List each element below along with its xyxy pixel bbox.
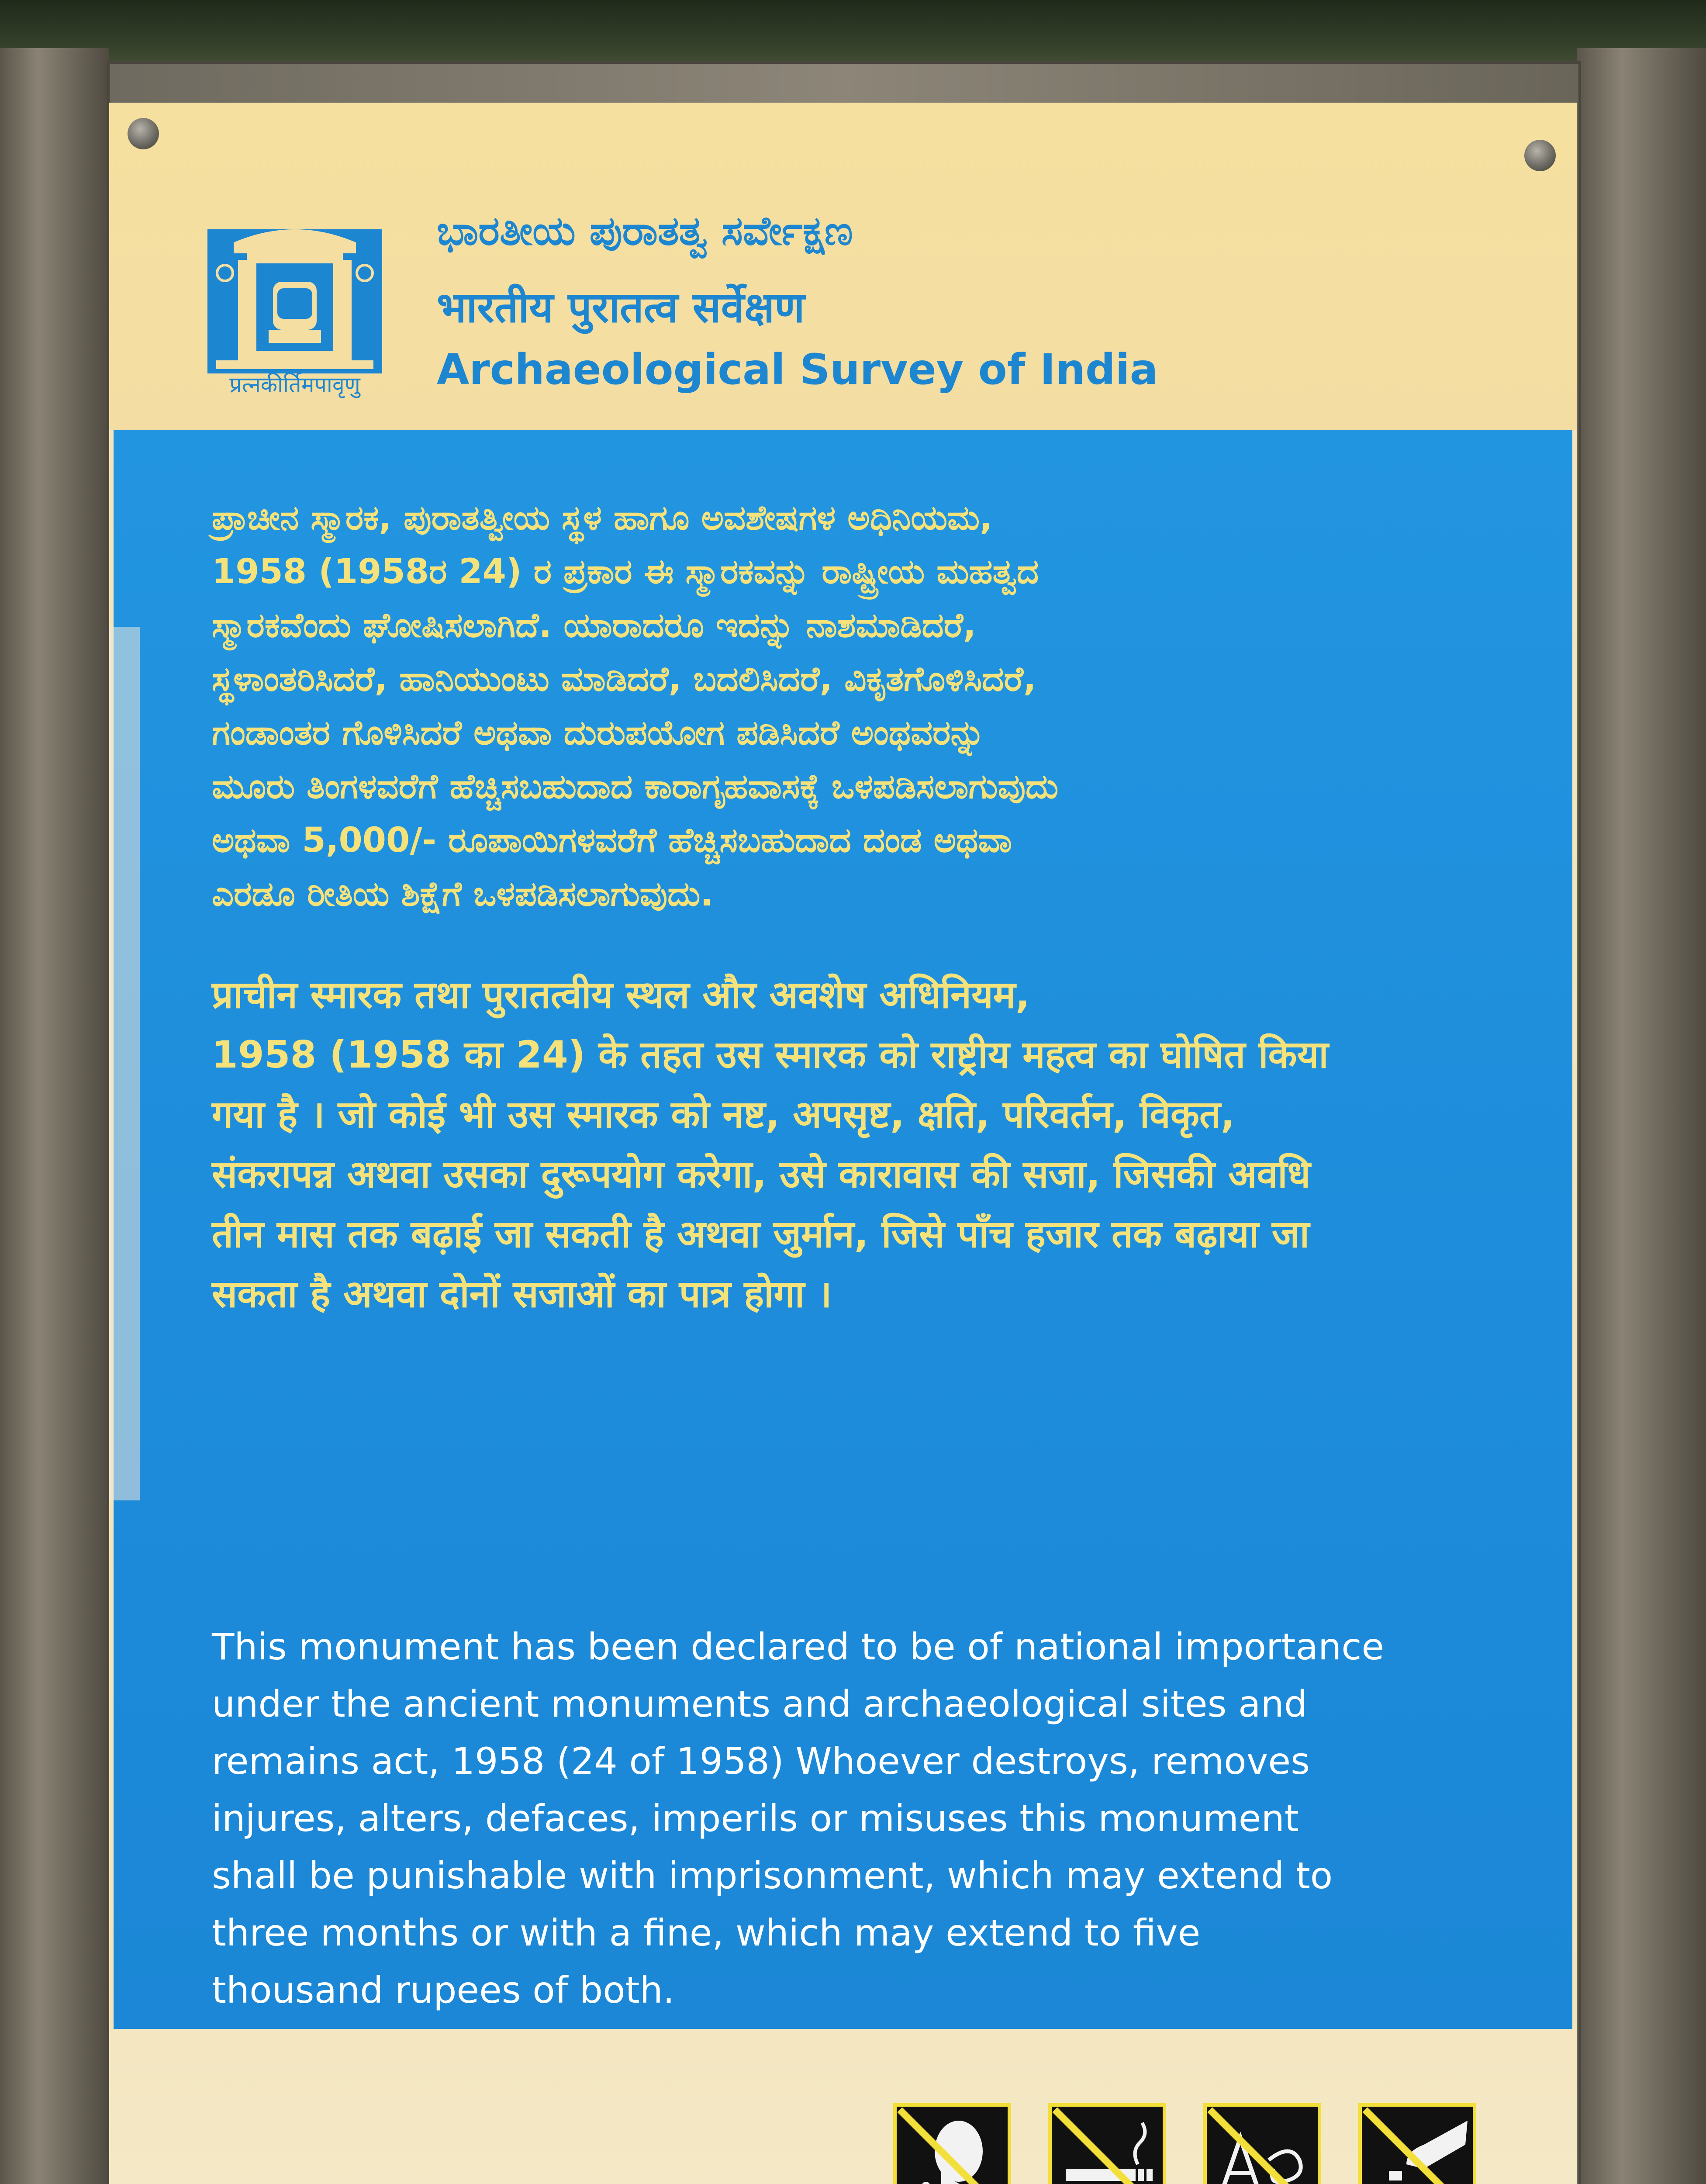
signboard [109,103,1577,2184]
notice-hindi [212,965,1329,1324]
screw [1524,140,1556,171]
english-line: This monument has been declared to be of national importance [212,1625,1385,1668]
kannada-line: ಸ್ಮಾರಕವೆಂದು ಘೋಷಿಸಲಾಗಿದೆ. ಯಾರಾದರೂ ಇದನ್ನು ನಾಶಮಾಡಿದರೆ, [212,606,976,645]
english-line: under the ancient monuments and archaeological sites and [212,1683,1308,1725]
no-spitting-icon [893,2103,1011,2184]
title-english: Archaeological Survey of India [437,345,1158,394]
peeling-paint [109,627,140,1500]
english-line: remains act, 1958 (24 of 1958) Whoever destroys, removes [212,1740,1310,1783]
hindi-line: प्राचीन स्मारक तथा पुरातत्वीय स्थल और अवशेष अधिनियम, [212,973,1030,1017]
notice-kannada [212,491,1058,921]
wooden-post-right [1577,48,1706,2184]
kannada-line: 1958 (1958ರ 24) ರ ಪ್ರಕಾರ ಈ ಸ್ಮಾರಕವನ್ನು ರಾಷ್ಟ್ರೀಯ ಮಹತ್ವದ [212,552,1039,591]
hindi-line: संकरापन्न अथवा उसका दुरूपयोग करेगा, उसे कारावास की सजा, जिसकी अवधि [212,1153,1311,1196]
notice-panel [114,430,1572,2029]
english-line: thousand rupees of both. [212,1969,675,2011]
hindi-line: सकता है अथवा दोनों सजाओं का पात्र होगा । [212,1272,832,1316]
title-kannada: ಭಾರತೀಯ ಪುರಾತತ್ವ ಸರ್ವೇಕ್ಷಣ [437,207,853,254]
no-smoking-icon [1048,2103,1166,2184]
kannada-line: ಮೂರು ತಿಂಗಳವರೆಗೆ ಹೆಚ್ಚಿಸಬಹುದಾದ ಕಾರಾಗೃಹವಾಸಕ್ಕೆ ಒಳಪಡಿಸಲಾಗುವುದು [212,767,1059,806]
title-hindi: भारतीय पुरातत्व सर्वेक्षण [437,283,805,332]
kannada-line: ಎರಡೂ ರೀತಿಯ ಶಿಕ್ಷೆಗೆ ಒಳಪಡಿಸಲಾಗುವುದು. [212,874,713,914]
wooden-post-left [0,48,109,2184]
hindi-line: गया है । जो कोई भी उस स्मारक को नष्ट, अपसृष्ट, क्षति, परिवर्तन, विकृत, [212,1093,1235,1137]
no-littering-icon [1358,2103,1476,2184]
no-graffiti-icon [1203,2103,1321,2184]
sign-header [109,103,1577,430]
logo-caption: प्रत्नकीर्तिमपावृणु [229,372,360,397]
screw [128,118,159,149]
sign-footer [109,2029,1577,2184]
notice-english [212,1618,1384,2019]
kannada-line: ಸ್ಥಳಾಂತರಿಸಿದರೆ, ಹಾನಿಯುಂಟು ಮಾಡಿದರೆ, ಬದಲಿಸಿದರೆ, ವಿಕೃತಗೊಳಿಸಿದರೆ, [212,660,1036,699]
english-line: injures, alters, defaces, imperils or misuses this monument [212,1797,1299,1840]
hindi-line: 1958 (1958 का 24) के तहत उस स्मारक को राष्ट्रीय महत्व का घोषित किया [212,1033,1329,1077]
kannada-line: ಅಥವಾ 5,000/- ರೂಪಾಯಿಗಳವರೆಗೆ ಹೆಚ್ಚಿಸಬಹುದಾದ ದಂಡ ಅಥವಾ [212,821,1012,860]
english-line: three months or with a fine, which may extend to five [212,1911,1201,1954]
hindi-line: तीन मास तक बढ़ाई जा सकती है अथवा जुर्मान, जिसे पाँच हजार तक बढ़ाया जा [212,1213,1309,1256]
english-line: shall be punishable with imprisonment, which may extend to [212,1854,1333,1897]
kannada-line: ಪ್ರಾಚೀನ ಸ್ಮಾರಕ, ಪುರಾತತ್ವೀಯ ಸ್ಥಳ ಹಾಗೂ ಅವಶೇಷಗಳ ಅಧಿನಿಯಮ, [212,498,993,538]
kannada-line: ಗಂಡಾಂತರ ಗೊಳಿಸಿದರೆ ಅಥವಾ ದುರುಪಯೋಗ ಪಡಿಸಿದರೆ ಅಂಥವರನ್ನು [212,713,985,753]
